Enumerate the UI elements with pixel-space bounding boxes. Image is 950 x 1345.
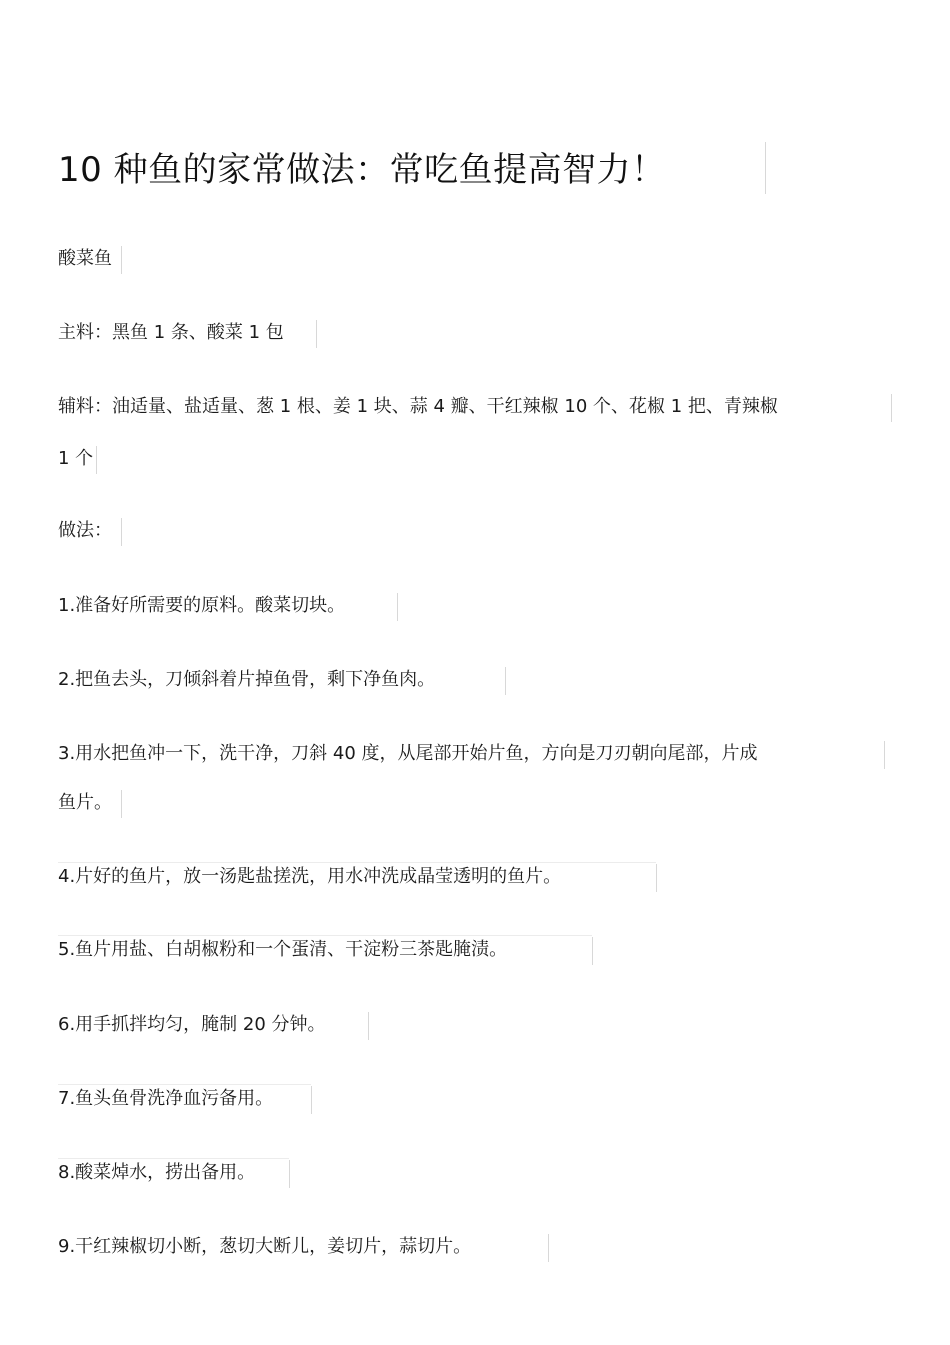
text-box-edge [592, 937, 593, 965]
text-box-edge [765, 142, 766, 194]
text-box-edge [316, 320, 317, 348]
step-5: 5.鱼片用盐、白胡椒粉和一个蛋清、干淀粉三茶匙腌渍。 [58, 939, 508, 960]
step-2: 2.把鱼去头，刀倾斜着片掉鱼骨，剩下净鱼肉。 [58, 669, 436, 690]
text-box-edge [656, 864, 657, 892]
text-box-edge [505, 667, 506, 695]
text-box-edge [884, 741, 885, 769]
text-box-edge [397, 593, 398, 621]
step-8: 8.酸菜焯水，捞出备用。 [58, 1162, 256, 1183]
text-box-edge [96, 446, 97, 474]
text-box-edge [368, 1012, 369, 1040]
step-4: 4.片好的鱼片，放一汤匙盐搓洗，用水冲洗成晶莹透明的鱼片。 [58, 866, 562, 887]
text-box-edge [58, 1084, 311, 1085]
text-box-edge [289, 1160, 290, 1188]
step-9: 9.干红辣椒切小断，葱切大断儿，姜切片，蒜切片。 [58, 1236, 472, 1257]
step-3-continued: 鱼片。 [58, 792, 112, 813]
text-box-edge [548, 1234, 549, 1262]
text-box-edge [121, 246, 122, 274]
step-1: 1.准备好所需要的原料。酸菜切块。 [58, 595, 346, 616]
text-box-edge [58, 1158, 289, 1159]
text-box-edge [121, 790, 122, 818]
main-ingredients: 主料：黑鱼 1 条、酸菜 1 包 [58, 322, 284, 343]
step-6: 6.用手抓拌均匀，腌制 20 分钟。 [58, 1014, 326, 1035]
text-box-edge [891, 394, 892, 422]
aux-ingredients-line1: 辅料：油适量、盐适量、葱 1 根、姜 1 块、蒜 4 瓣、干红辣椒 10 个、花椒 1 把、青辣椒 [58, 396, 778, 417]
step-3: 3.用水把鱼冲一下，洗干净，刀斜 40 度，从尾部开始片鱼，方向是刀刃朝向尾部，片成 [58, 743, 758, 764]
aux-ingredients-line2: 1 个 [58, 448, 94, 469]
step-7: 7.鱼头鱼骨洗净血污备用。 [58, 1088, 274, 1109]
section-title: 酸菜鱼 [58, 248, 112, 269]
text-box-edge [58, 935, 592, 936]
text-box-edge [311, 1086, 312, 1114]
method-label: 做法： [58, 520, 112, 541]
text-box-edge [58, 862, 656, 863]
document-title: 10 种鱼的家常做法：常吃鱼提高智力！ [58, 150, 666, 190]
text-box-edge [121, 518, 122, 546]
